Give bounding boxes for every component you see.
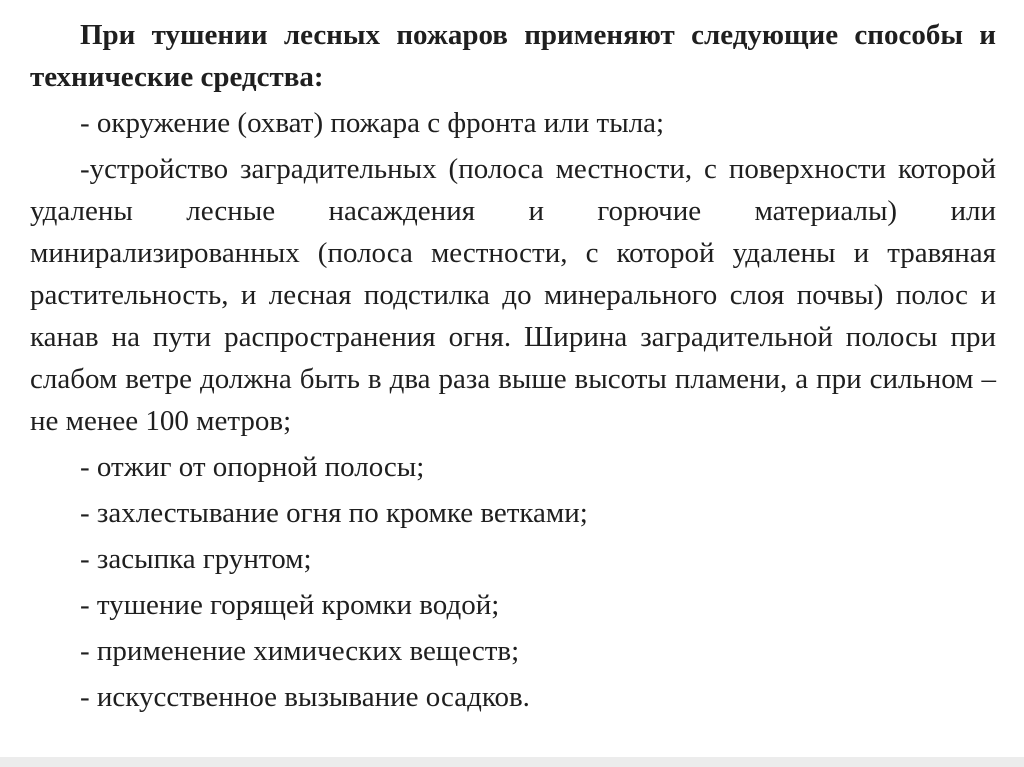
list-item-artificial-precipitation: - искусственное вызывание осадков.: [80, 681, 530, 713]
slide-heading: При тушении лесных пожаров применяют следующие способы и технические средства:: [30, 19, 996, 93]
list-item-backfire: - отжиг от опорной полосы;: [80, 451, 425, 483]
list-item-encirclement: - окружение (охват) пожара с фронта или тыла;: [80, 107, 665, 139]
bottom-strip: [0, 757, 1024, 767]
list-item-barrier-strips: -устройство заградительных (полоса местности, с поверхности которой удалены лесные насаждения и горючие материалы) или минирализированных (полоса местности, с которой удалены и травяная растительность, и лесная подстилка до минерального слоя почвы) полос и канав на пути распространения огня. Ширина заградительной полосы при слабом ветре должна быть в два раза выше высоты пламени, а при сильном – не менее 100 метров;: [30, 153, 996, 437]
list-item-chemicals: - применение химических веществ;: [80, 635, 520, 667]
list-item-beating-with-branches: - захлестывание огня по кромке ветками;: [80, 497, 588, 529]
slide-text: [30, 14, 996, 722]
list-item-water-suppression: - тушение горящей кромки водой;: [80, 589, 500, 621]
list-item-soil-covering: - засыпка грунтом;: [80, 543, 312, 575]
